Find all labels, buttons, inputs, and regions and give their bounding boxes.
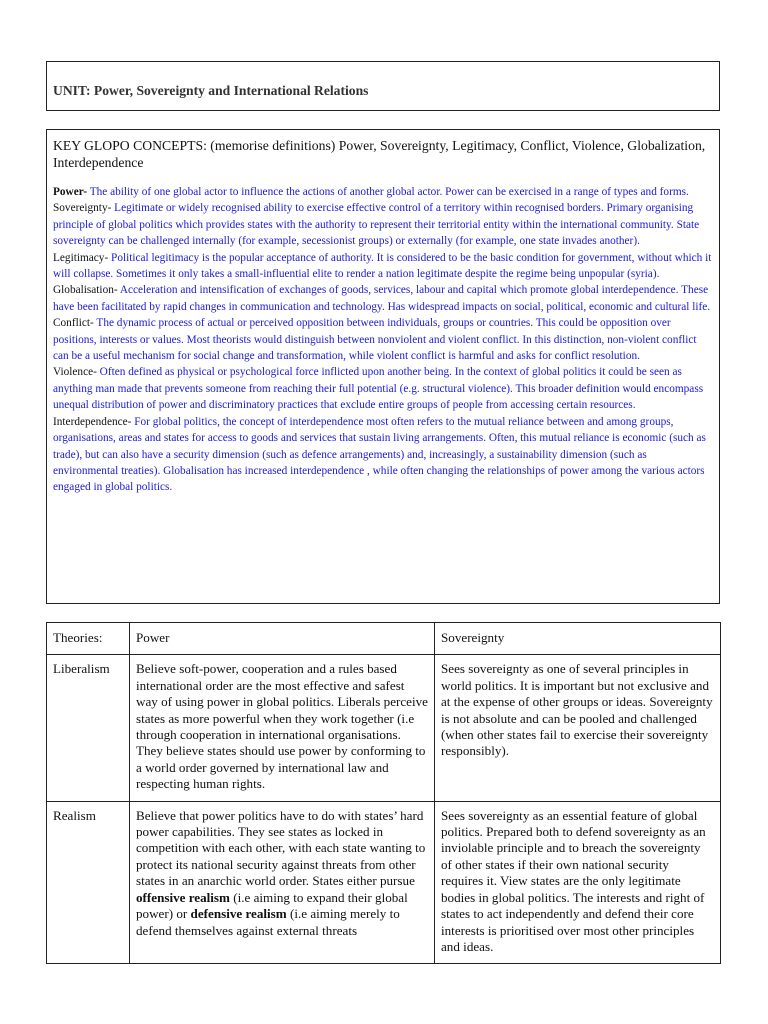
realism-power-cell	[130, 801, 435, 964]
theory-name: Liberalism	[47, 655, 130, 801]
definition-text: The ability of one global actor to influence the actions of another global actor. Power can be exercised in a range of types and forms.	[87, 186, 689, 198]
table-row-liberalism	[47, 655, 721, 801]
key-concepts-box	[46, 129, 720, 604]
definition-conflict	[53, 315, 713, 364]
table-header-row	[47, 623, 721, 655]
key-concepts-heading: KEY GLOPO CONCEPTS: (memorise definitions) Power, Sovereignty, Legitimacy, Conflict, Violence, Globalization, Interdependence	[53, 138, 706, 170]
definition-legitimacy	[53, 250, 713, 283]
definition-power	[53, 184, 713, 200]
realism-power-text: Believe that power politics have to do with states’ hard power capabilities. They see states as locked in competition with each other, with each state wanting to protect its national security against threats from other states in an anarchic world order. States either pursue	[136, 807, 426, 889]
definition-term: Sovereignty-	[53, 202, 112, 215]
definition-text: Acceleration and intensification of exchanges of goods, services, labour and capital which promote global interdependence. These have been facilitated by rapid changes in communication and technology. Has widespread impacts on social, political, economic and cultural life.	[53, 284, 711, 313]
definition-term: Violence-	[53, 366, 97, 379]
definition-text: Often defined as physical or psychological force inflicted upon another being. In the context of global politics it could be seen as anything man made that prevents someone from reaching their full potential (e.g. structural violence). This broader definition would encompass unequal distribution of power and discriminatory practices that exclude entire groups of people from accessing certain resources.	[53, 366, 704, 412]
definition-term: Power-	[53, 186, 88, 198]
theory-name: Realism	[47, 801, 130, 964]
unit-title: UNIT: Power, Sovereignty and International Relations	[53, 83, 369, 98]
definition-globalisation	[53, 282, 713, 315]
definition-text: Legitimate or widely recognised ability to exercise effective control of a territory within recognised borders. Primary organising principle of global politics which provides states with the authority to represent their territorial entity within the international community. State sovereignty can be challenged internally (for example, secessionist groups) or externally (for example, one state invades another).	[53, 202, 700, 248]
definition-term: Interdependence-	[53, 415, 132, 428]
header-sovereignty: Sovereignty	[435, 623, 721, 655]
table-row-realism	[47, 801, 721, 964]
definition-interdependence	[53, 414, 713, 496]
definition-violence	[53, 364, 713, 413]
definition-text: The dynamic process of actual or perceived opposition between individuals, groups or countries. This could be opposition over positions, interests or values. Most theorists would distinguish between nonviolent and violent conflict. In this distinction, non-violent conflict can be a useful mechanism for social change and transformation, while violent conflict is harmful and asks for conflict resolution.	[53, 317, 697, 363]
definition-term: Conflict-	[53, 317, 94, 330]
unit-header-box	[46, 61, 720, 111]
definition-term: Legitimacy-	[53, 251, 109, 264]
definition-text: For global politics, the concept of interdependence most often refers to the mutual reliance between and among groups, organisations, areas and states for access to goods and services that sustain living arrangements. Often, this mutual reliance is economic (such as trade), but can also have a security dimension (such as defence arrangements) and, increasingly, a sustainability dimension (such as environmental treaties). Globalisation has increased interdependence , while often changing the relationships of power among the various actors engaged in global politics.	[53, 415, 706, 494]
liberalism-sovereignty-cell: Sees sovereignty as one of several principles in world politics. It is important but not exclusive and at the expense of other groups or ideas. Sovereignty is not absolute and can be pooled and challenged (when other states fail to exercise their sovereignty responsibly).	[435, 655, 721, 801]
realism-sovereignty-cell: Sees sovereignty as an essential feature of global politics. Prepared both to defend sovereignty as an inviolable principle and to breach the sovereignty of other states if their own national security requires it. View states are the only legitimate bodies in global politics. The interests and right of states to act independently and defend their core interests is prioritised over most other principles and ideas.	[435, 801, 721, 964]
realism-power-text: (i.e aiming merely to defend themselves against external threats	[136, 906, 400, 938]
defensive-realism-term: defensive realism	[190, 906, 287, 922]
realism-power-text: (i.e aiming to expand their global power) or	[136, 889, 408, 922]
header-power: Power	[130, 623, 435, 655]
theories-table	[46, 622, 721, 964]
definition-sovereignty	[53, 200, 713, 249]
liberalism-power-cell: Believe soft-power, cooperation and a rules based international order are the most effective and safest way of using power in global politics. Liberals perceive states as more powerful when they work together (i.e through cooperation in international organisations. They believe states should use power by conforming to a world order governed by international law and respecting human rights.	[130, 655, 435, 801]
definition-term: Globalisation-	[53, 284, 118, 297]
offensive-realism-term: offensive realism	[136, 889, 230, 905]
header-theories: Theories:	[47, 623, 130, 655]
definition-text: Political legitimacy is the popular acceptance of authority. It is considered to be the basic condition for government, without which it will collapse. Sometimes it only takes a small-influential elite to render a nation legitimate despite the regime being unpopular (syria).	[53, 251, 712, 281]
